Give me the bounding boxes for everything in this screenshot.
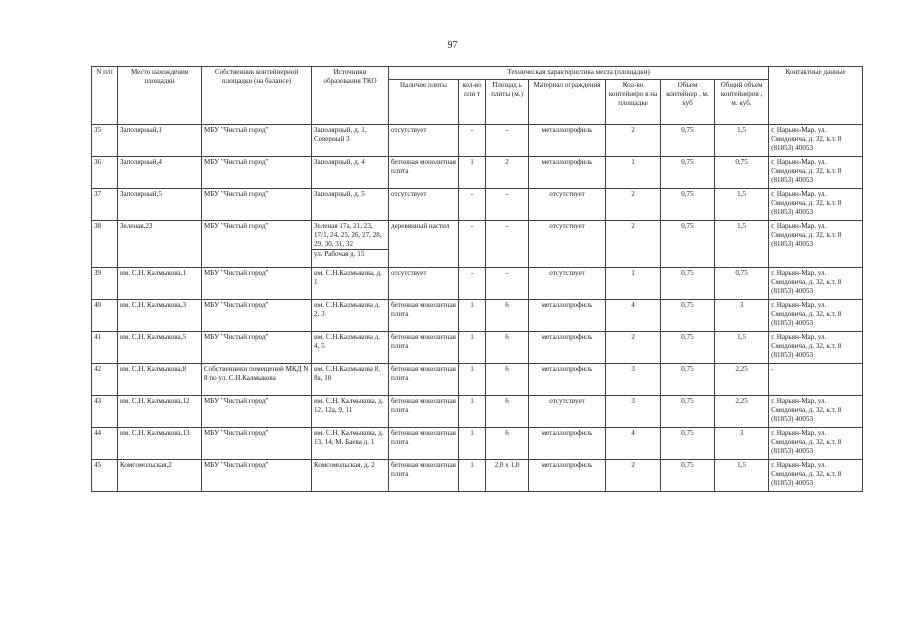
row-place: Заполярный,5 [118, 189, 202, 221]
table-row [92, 396, 863, 428]
row-source: им. С.Н.Калмыкова 8, 8а, 10 [312, 364, 389, 396]
row-fence: металлопрофиль [529, 460, 606, 492]
table-row [92, 364, 863, 396]
container-sites-table [91, 66, 863, 492]
row-contact: г. Нарьян-Мар, ул. Смидовича, д. 32, к.т. 8 (81853) 40053 [769, 189, 863, 221]
table-row [92, 221, 863, 268]
row-volume: 0,75 [661, 221, 715, 268]
row-volume: 0,75 [661, 460, 715, 492]
row-contact: г. Нарьян-Мар, ул. Смидовича, д. 32, к.т. 8 (81853) 40053 [769, 428, 863, 460]
row-contact: г. Нарьян-Мар, ул. Смидовича, д. 32, к.т. 8 (81853) 40053 [769, 125, 863, 157]
row-slab: бетонная монолитная плита [389, 364, 459, 396]
row-owner: МБУ "Чистый город" [202, 396, 312, 428]
row-slab-area: 2 [486, 157, 529, 189]
row-owner: МБУ "Чистый город" [202, 460, 312, 492]
row-source: Заполярный, д. 5 [312, 189, 389, 221]
header-num: N п/п [92, 67, 118, 125]
row-slab-area: - [486, 268, 529, 300]
row-container-count: 4 [606, 300, 661, 332]
header-place: Место нахождения площадки [118, 67, 202, 125]
row-place: Комсомольская,2 [118, 460, 202, 492]
row-fence: металлопрофиль [529, 157, 606, 189]
row-slab: бетонная монолитная плита [389, 300, 459, 332]
row-num: 41 [92, 332, 118, 364]
row-contact: г. Нарьян-Мар, ул. Смидовича, д. 32, к.т. 8 (81853) 40053 [769, 157, 863, 189]
row-contact: г. Нарьян-Мар, ул. Смидовича, д. 32, к.т. 8 (81853) 40053 [769, 396, 863, 428]
row-source: им. С.Н.Калмыкова д. 4, 5 [312, 332, 389, 364]
header-container-count: Кол-во контейнеро в на площадке [606, 80, 661, 125]
row-fence: отсутствует [529, 189, 606, 221]
header-owner: Собственник контейнерной площадки (на балансе) [202, 67, 312, 125]
row-slab-area: 6 [486, 364, 529, 396]
row-volume: 0,75 [661, 364, 715, 396]
row-fence: металлопрофиль [529, 332, 606, 364]
row-owner: МБУ "Чистый город" [202, 268, 312, 300]
row-fence: металлопрофиль [529, 125, 606, 157]
row-slab: отсутствует [389, 189, 459, 221]
header-total-volume: Общий объем контейнеров , м. куб. [715, 80, 769, 125]
row-container-count: 2 [606, 125, 661, 157]
row-source [312, 221, 389, 268]
row-fence: металлопрофиль [529, 364, 606, 396]
row-place: Зеленая,23 [118, 221, 202, 268]
header-volume: Объем контейнер , м. куб [661, 80, 715, 125]
row-slab: деревянный настил [389, 221, 459, 268]
header-slab-count: кол-во пли т [459, 80, 486, 125]
row-total-volume: 1,5 [715, 221, 769, 268]
row-slab-count: - [459, 268, 486, 300]
row-contact: г. Нарьян-Мар, ул. Смидовича, д. 32, к.т. 8 (81853) 40053 [769, 300, 863, 332]
row-container-count: 3 [606, 364, 661, 396]
row-source-extra: ул. Рабочая д. 15 [312, 249, 388, 259]
row-total-volume: 1,5 [715, 460, 769, 492]
row-slab-area: 6 [486, 300, 529, 332]
row-owner: МБУ "Чистый город" [202, 300, 312, 332]
row-contact: г. Нарьян-Мар, ул. Смидовича, д. 32, к.т. 8 (81853) 40053 [769, 268, 863, 300]
row-num: 42 [92, 364, 118, 396]
table-row [92, 332, 863, 364]
row-owner: МБУ "Чистый город" [202, 428, 312, 460]
row-volume: 0,75 [661, 125, 715, 157]
row-slab: бетонная монолитная плита [389, 396, 459, 428]
row-slab: бетонная монолитная плита [389, 428, 459, 460]
row-num: 39 [92, 268, 118, 300]
row-slab-area: - [486, 221, 529, 268]
row-slab-area: 6 [486, 332, 529, 364]
row-source: Заполярный, д. 1, Северный 3 [312, 125, 389, 157]
row-slab-count: - [459, 221, 486, 268]
row-volume: 0,75 [661, 157, 715, 189]
row-total-volume: 0,75 [715, 268, 769, 300]
row-place: им. С.Н. Калмыкова,13 [118, 428, 202, 460]
header-fence: Материал ограждения [529, 80, 606, 125]
table-row [92, 125, 863, 157]
row-slab-count: - [459, 125, 486, 157]
row-slab: отсутствует [389, 125, 459, 157]
row-num: 37 [92, 189, 118, 221]
row-container-count: 2 [606, 332, 661, 364]
row-total-volume: 1,5 [715, 332, 769, 364]
row-contact: г. Нарьян-Мар, ул. Смидовича, д. 32, к.т. 8 (81853) 40053 [769, 332, 863, 364]
row-total-volume: 2,25 [715, 364, 769, 396]
row-source: им. С.Н. Калмыкова, д. 12, 12а, 9, 11 [312, 396, 389, 428]
row-source: Заполярный, д. 4 [312, 157, 389, 189]
row-container-count: 1 [606, 268, 661, 300]
row-container-count: 2 [606, 221, 661, 268]
row-slab: отсутствует [389, 268, 459, 300]
row-fence: отсутствует [529, 396, 606, 428]
row-total-volume: 0,75 [715, 157, 769, 189]
row-source: Комсомольская, д. 2 [312, 460, 389, 492]
row-contact: - [769, 364, 863, 396]
row-slab-count: 1 [459, 460, 486, 492]
row-owner: МБУ "Чистый город" [202, 157, 312, 189]
header-tech: Техническая характеристика места (площадки) [389, 67, 769, 80]
row-fence: отсутствует [529, 221, 606, 268]
row-slab-count: 1 [459, 396, 486, 428]
row-source: им. С.Н.Калмыкова д. 2, 3 [312, 300, 389, 332]
row-owner: МБУ "Чистый город" [202, 189, 312, 221]
row-container-count: 2 [606, 460, 661, 492]
header-source: Источники образования ТКО [312, 67, 389, 125]
row-place: им. С.Н. Калмыкова,3 [118, 300, 202, 332]
row-container-count: 2 [606, 189, 661, 221]
table-row [92, 157, 863, 189]
row-source: им. С.Н. Калмыкова, д. 13, 14, М. Баева д. 1 [312, 428, 389, 460]
row-slab-count: 1 [459, 364, 486, 396]
row-owner: МБУ "Чистый город" [202, 125, 312, 157]
row-container-count: 1 [606, 157, 661, 189]
row-volume: 0,75 [661, 189, 715, 221]
row-contact: г. Нарьян-Мар, ул. Смидовича, д. 32, к.т. 8 (81853) 40053 [769, 221, 863, 268]
row-total-volume: 2,25 [715, 396, 769, 428]
row-slab-count: 1 [459, 300, 486, 332]
row-place: Заполярный,1 [118, 125, 202, 157]
table-row [92, 428, 863, 460]
row-place: им. С.Н. Калмыкова,8 [118, 364, 202, 396]
header-slab-area: Площад ь плиты (м.) [486, 80, 529, 125]
row-slab-area: 6 [486, 428, 529, 460]
row-owner: МБУ "Чистый город" [202, 332, 312, 364]
row-place: Заполярный,4 [118, 157, 202, 189]
row-num: 45 [92, 460, 118, 492]
header-contact: Контактные данные [769, 67, 863, 125]
row-contact: г. Нарьян-Мар, ул. Смидовича, д. 32, к.т. 8 (81853) 40053 [769, 460, 863, 492]
header-slab: Наличие плиты [389, 80, 459, 125]
row-source-main: Зеленая 17а, 21, 23, 17/1, 24, 25, 26, 27, 28, 29, 30, 31, 32 [314, 222, 382, 248]
row-place: им. С.Н. Калмыкова,1 [118, 268, 202, 300]
row-slab-count: 1 [459, 428, 486, 460]
page-number: 97 [447, 40, 458, 51]
row-total-volume: 3 [715, 428, 769, 460]
row-fence: металлопрофиль [529, 428, 606, 460]
row-num: 44 [92, 428, 118, 460]
row-slab: бетонная монолитная плита [389, 460, 459, 492]
row-owner: МБУ "Чистый город" [202, 221, 312, 268]
row-num: 43 [92, 396, 118, 428]
row-total-volume: 1,5 [715, 189, 769, 221]
table-row [92, 189, 863, 221]
row-num: 36 [92, 157, 118, 189]
row-slab: бетонная монолитная плита [389, 332, 459, 364]
row-slab: бетонная монолитная плита [389, 157, 459, 189]
row-volume: 0,75 [661, 396, 715, 428]
table-row [92, 460, 863, 492]
row-container-count: 3 [606, 396, 661, 428]
row-num: 35 [92, 125, 118, 157]
table-row [92, 268, 863, 300]
row-total-volume: 1,5 [715, 125, 769, 157]
row-slab-area: - [486, 125, 529, 157]
row-container-count: 4 [606, 428, 661, 460]
row-slab-count: 1 [459, 332, 486, 364]
row-slab-count: 1 [459, 157, 486, 189]
row-volume: 0,75 [661, 332, 715, 364]
row-fence: металлопрофиль [529, 300, 606, 332]
row-slab-area: 2,0 х 1,0 [486, 460, 529, 492]
row-slab-count: - [459, 189, 486, 221]
row-slab-area: - [486, 189, 529, 221]
row-source: им. С.Н.Калмыкова, д. 1 [312, 268, 389, 300]
table-row [92, 300, 863, 332]
row-fence: отсутствует [529, 268, 606, 300]
row-num: 38 [92, 221, 118, 268]
row-volume: 0,75 [661, 428, 715, 460]
row-owner: Собственники помещений МКД N 8 по ул. С.Н.Калмыкова [202, 364, 312, 396]
row-place: им. С.Н. Калмыкова,12 [118, 396, 202, 428]
row-place: им. С.Н. Калмыкова,5 [118, 332, 202, 364]
row-slab-area: 6 [486, 396, 529, 428]
row-volume: 0,75 [661, 268, 715, 300]
row-num: 40 [92, 300, 118, 332]
row-volume: 0,75 [661, 300, 715, 332]
row-total-volume: 3 [715, 300, 769, 332]
